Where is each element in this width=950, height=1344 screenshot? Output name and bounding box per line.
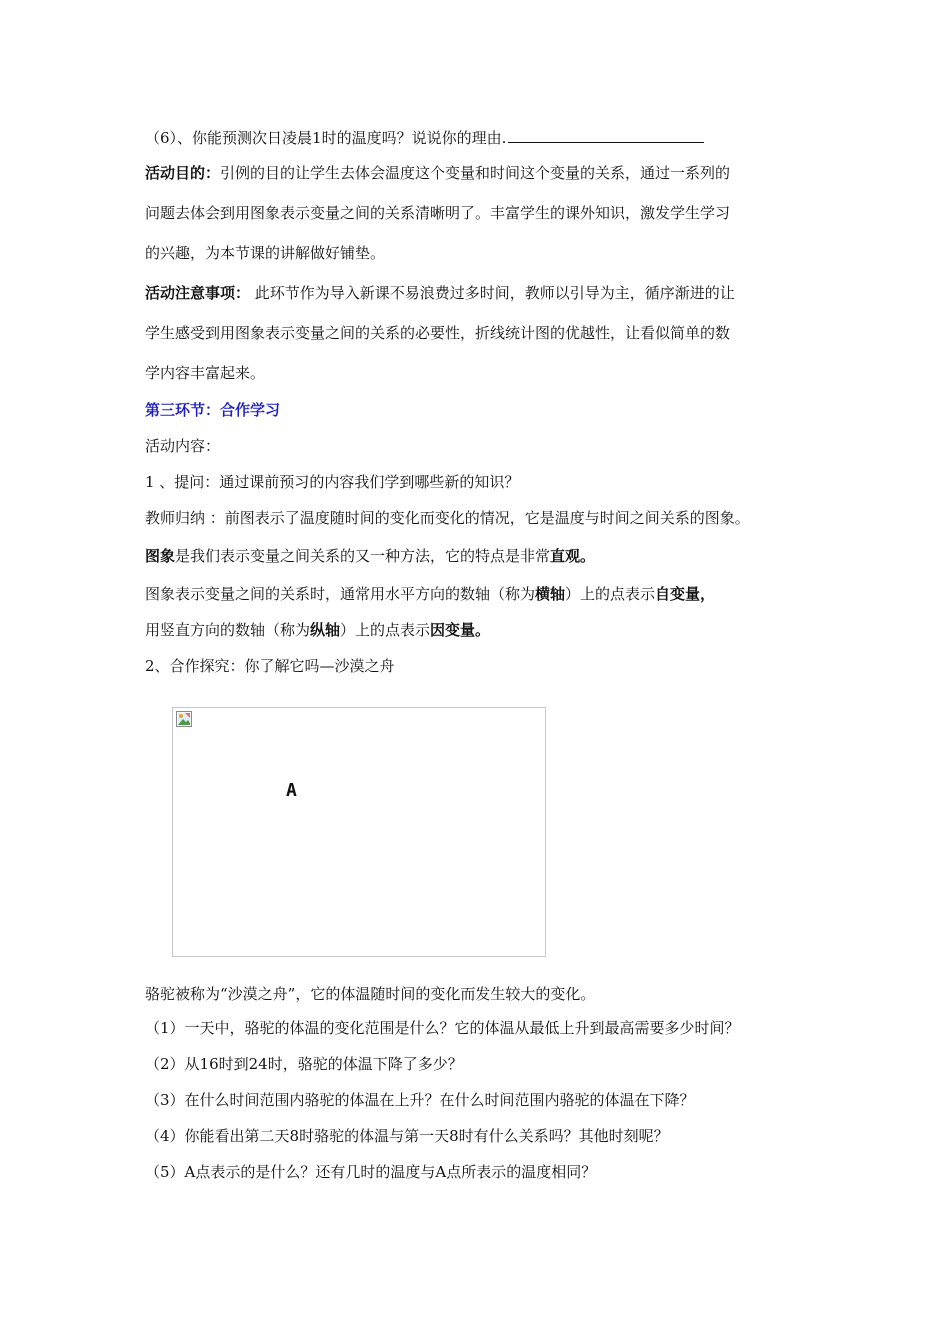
item-1: 1 、提问：通过课前预习的内容我们学到哪些新的知识？ [145, 473, 520, 491]
notes-line-1 [145, 283, 735, 303]
graph-definition [145, 546, 595, 566]
purpose-line-3: 的兴趣，为本节课的讲解做好铺垫。 [145, 244, 386, 262]
axis2-term-vertical: 纵轴 [310, 621, 341, 639]
item-2: 2、合作探究：你了解它吗—沙漠之舟 [145, 657, 395, 675]
graph-term: 图象 [145, 547, 176, 565]
axis2-text-1: 用竖直方向的数轴（称为 [145, 621, 311, 639]
axis1-text-1: 图象表示变量之间的关系时，通常用水平方向的数轴（称为 [145, 585, 536, 603]
question-5: （5）A点表示的是什么？还有几时的温度与A点所表示的温度相同？ [145, 1163, 597, 1181]
purpose-text-1: 引例的目的让学生去体会温度这个变量和时间这个变量的关系，通过一系列的 [220, 164, 731, 182]
graph-text: 是我们表示变量之间关系的又一种方法，它的特点是非常 [175, 547, 551, 565]
notes-line-3: 学内容丰富起来。 [145, 364, 266, 382]
teacher-summary: 教师归纳 ：前图表示了温度随时间的变化而变化的情况，它是温度与时间之间关系的图象。 [145, 509, 750, 527]
broken-image-icon [176, 711, 192, 727]
notes-text-1: 此环节作为导入新课不易浪费过多时间，教师以引导为主，循序渐进的让 [250, 284, 735, 302]
point-a-label: A [286, 780, 297, 801]
question-1: （1）一天中，骆驼的体温的变化范围是什么？它的体温从最低上升到最高需要多少时间？ [145, 1019, 740, 1037]
axis2-text-2: ）上的点表示 [340, 621, 431, 639]
question-6 [145, 128, 704, 148]
axis1-term-horizontal: 横轴 [535, 585, 566, 603]
question-3: （3）在什么时间范围内骆驼的体温在上升？在什么时间范围内骆驼的体温在下降？ [145, 1091, 695, 1109]
axis2-term-dependent: 因变量。 [430, 621, 491, 639]
camel-figure-placeholder [172, 707, 546, 957]
axis1-term-independent: 自变量， [655, 585, 716, 603]
axis-line-2 [145, 620, 490, 640]
camel-intro: 骆驼被称为“沙漠之舟”，它的体温随时间的变化而发生较大的变化。 [145, 985, 596, 1003]
notes-line-2: 学生感受到用图象表示变量之间的关系的必要性，折线统计图的优越性，让看似简单的数 [145, 324, 731, 342]
purpose-label: 活动目的： [145, 164, 221, 182]
purpose-line-1 [145, 163, 730, 183]
purpose-line-2: 问题去体会到用图象表示变量之间的关系清晰明了。丰富学生的课外知识，激发学生学习 [145, 204, 731, 222]
axis1-text-2: ）上的点表示 [565, 585, 656, 603]
activity-content-label: 活动内容： [145, 437, 221, 455]
graph-emph: 直观。 [550, 547, 596, 565]
question-4: （4）你能看出第二天8时骆驼的体温与第一天8时有什么关系吗？其他时刻呢？ [145, 1127, 669, 1145]
question-2: （2）从16时到24时，骆驼的体温下降了多少？ [145, 1055, 463, 1073]
axis-line-1 [145, 584, 715, 604]
answer-blank [508, 128, 704, 143]
section-title: 第三环节：合作学习 [145, 401, 281, 419]
notes-label: 活动注意事项： [145, 284, 251, 302]
question-6-text: （6）、你能预测次日凌晨1时的温度吗？说说你的理由. [145, 129, 507, 147]
